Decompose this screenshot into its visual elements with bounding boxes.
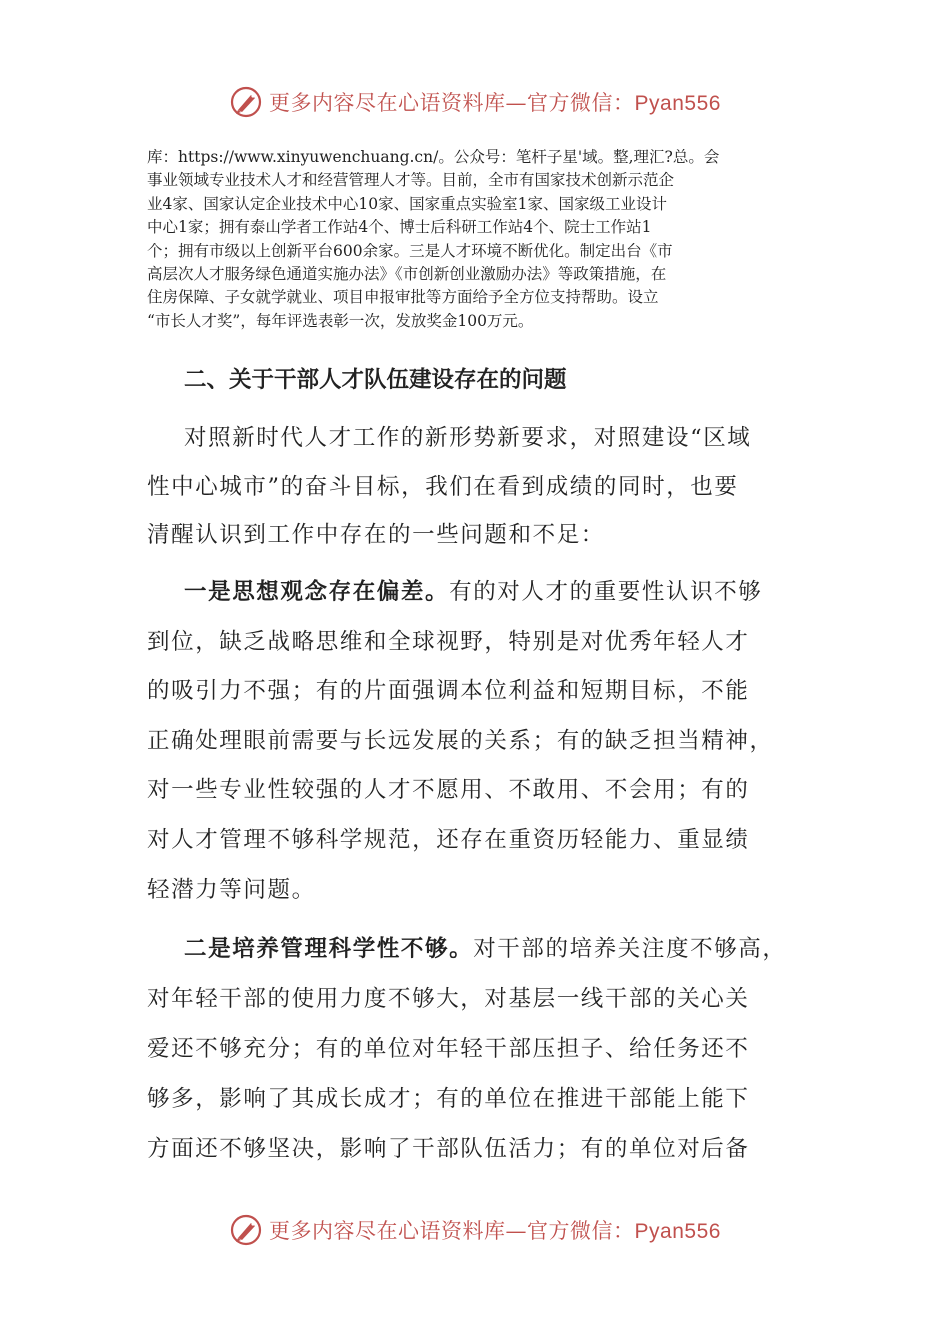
problem-two-lead: 二是培养管理科学性不够。 (184, 936, 474, 962)
banner-text (269, 1215, 721, 1245)
text-line: 对一些专业性较强的人才不愿用、不敢用、不会用；有的 (147, 777, 750, 804)
banner-wechat-id: Pyan556 (634, 1220, 721, 1243)
text-line: 对人才管理不够科学规范，还存在重资历轻能力、重显绩 (147, 826, 750, 853)
text-line: 对照新时代人才工作的新形势新要求，对照建设“区域 (184, 425, 752, 451)
text-line: 到位，缺乏战略思维和全球视野，特别是对优秀年轻人才 (147, 628, 750, 655)
pen-nib-logo-icon (229, 1213, 263, 1247)
problem-two-first-rest: 对干部的培养关注度不够高， (473, 936, 787, 962)
text-line: 够多，影响了其成长成才；有的单位在推进干部能上能下 (147, 1086, 750, 1112)
pen-nib-logo-icon (229, 85, 263, 119)
problem-one-lead: 一是思想观念存在偏差。 (184, 579, 450, 605)
text-line: 个；拥有市级以上创新平台600余家。三是人才环境不断优化。制定出台《市 (147, 241, 673, 260)
footer-watermark-banner (0, 1210, 950, 1250)
text-line: 高层次人才服务绿色通道实施办法》《市创新创业激励办法》等政策措施，在 (147, 265, 667, 284)
problem-two-paragraph (147, 924, 812, 1174)
banner-wechat-id: Pyan556 (634, 92, 721, 115)
problem-one-first-rest: 有的对人才的重要性认识不够 (449, 579, 763, 605)
text-line: 爱还不够充分；有的单位对年轻干部压担子、给任务还不 (147, 1036, 750, 1062)
text-line: 正确处理眼前需要与长远发展的关系；有的缺乏担当精神， (147, 727, 774, 754)
text-line: 住房保障、子女就学就业、项目申报审批等方面给予全方位支持帮助。设立 (147, 288, 659, 307)
text-line: 轻潜力等问题。 (147, 876, 316, 903)
text-line: 对年轻干部的使用力度不够大，对基层一线干部的关心关 (147, 986, 750, 1012)
text-line: 方面还不够坚决，影响了干部队伍活力；有的单位对后备 (147, 1136, 750, 1162)
section-heading: 二、关于干部人才队伍建设存在的问题 (184, 367, 567, 393)
banner-slogan: 更多内容尽在心语资料库—官方微信： (269, 91, 635, 115)
problem-one-paragraph (147, 568, 812, 915)
text-line: 业4家、国家认定企业技术中心10家、国家重点实验室1家、国家级工业设计 (147, 194, 667, 213)
text-line: 事业领域专业技术人才和经营管理人才等。目前，全市有国家技术创新示范企 (147, 171, 675, 190)
header-watermark-banner (0, 82, 950, 122)
text-line: 性中心城市”的奋斗目标，我们在看到成绩的同时，也要 (147, 473, 739, 500)
text-line: 库：https://www.xinyuwenchuang.cn/。公众号：笔杆子星'域。整,理汇?总。会 (147, 148, 720, 166)
text-line (147, 924, 812, 974)
continued-paragraph (147, 146, 807, 333)
text-line: 清醒认识到工作中存在的一些问题和不足： (147, 522, 605, 548)
text-line: “市长人才奖”，每年评选表彰一次，发放奖金100万元。 (147, 311, 534, 330)
banner-slogan: 更多内容尽在心语资料库—官方微信： (269, 1219, 635, 1243)
text-line (147, 568, 812, 618)
text-line: 中心1家；拥有泰山学者工作站4个、博士后科研工作站4个、院士工作站1 (147, 218, 652, 237)
text-line: 的吸引力不强；有的片面强调本位利益和短期目标，不能 (147, 678, 750, 705)
intro-paragraph (147, 414, 812, 560)
banner-text (269, 87, 721, 117)
